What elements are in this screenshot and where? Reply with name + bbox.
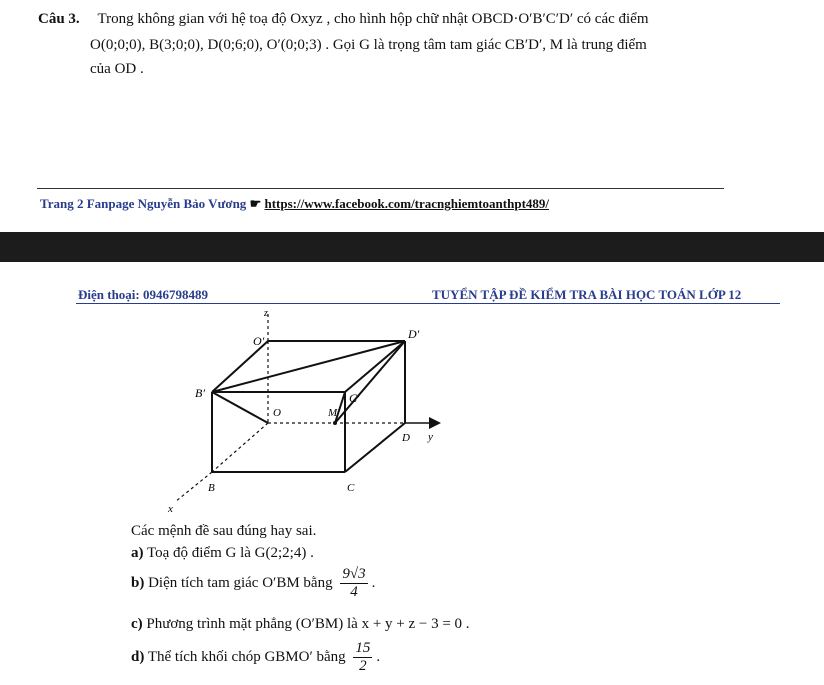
statement-d-text: Thể tích khối chóp GBMO′ bằng <box>147 648 346 665</box>
statement-c-label: c) <box>131 616 143 632</box>
question-line-2: O(0;0;0), B(3;0;0), D(0;6;0), O′(0;0;3) . Gọi G là trọng tâm tam giác CB′D′, M là trung điểm <box>90 37 647 53</box>
fraction-b-denominator: 4 <box>350 584 358 600</box>
statement-b-end: . <box>371 574 376 591</box>
footer-page-text: Trang 2 Fanpage Nguyễn Bảo Vương <box>40 196 247 211</box>
x-axis-dashed <box>175 472 212 502</box>
edge-m-dprime <box>335 341 405 423</box>
statement-d <box>131 640 380 675</box>
statement-d-end: . <box>376 648 381 665</box>
statement-a <box>131 545 314 562</box>
label-y: y <box>428 431 433 443</box>
label-o: O <box>273 407 281 419</box>
statement-b <box>131 566 375 601</box>
statement-c <box>131 616 470 633</box>
question-number: Câu 3. <box>38 11 80 27</box>
edge-c-d <box>345 423 405 472</box>
fraction-b-numerator: 9√3 <box>342 566 366 582</box>
statement-b-text: Diện tích tam giác O′BM bằng <box>148 574 333 591</box>
label-d: D <box>402 432 410 444</box>
statement-a-label: a) <box>131 545 144 561</box>
label-m: M <box>328 407 338 419</box>
label-oprime: O′ <box>253 334 265 348</box>
label-dprime: D′ <box>408 327 420 341</box>
fraction-d-numerator: 15 <box>355 640 371 656</box>
label-bprime: B′ <box>195 386 205 400</box>
label-z: z <box>264 308 268 319</box>
label-b: B <box>208 482 215 494</box>
statements-intro: Các mệnh đề sau đúng hay sai. <box>131 523 317 539</box>
page-separator <box>37 188 724 189</box>
label-x: x <box>168 503 173 515</box>
header-phone: Điện thoại: 0946798489 <box>78 287 208 302</box>
statement-b-label: b) <box>131 574 145 591</box>
page-footer <box>40 196 549 212</box>
label-cprime: C′ <box>349 391 360 405</box>
edge-bprime-o <box>212 392 268 423</box>
statement-d-label: d) <box>131 648 145 665</box>
label-c: C <box>347 482 355 494</box>
statement-c-text: Phương trình mặt phẳng (O′BM) là x + y + z − 3 = 0 . <box>146 616 470 632</box>
hidden-edge-o-b <box>212 423 268 472</box>
header-title: TUYỂN TẬP ĐỀ KIỂM TRA BÀI HỌC TOÁN LỚP 12 <box>432 287 742 302</box>
fraction-b <box>340 566 367 601</box>
question-text-1: Trong không gian với hệ toạ độ Oxyz , cho hình hộp chữ nhật OBCD·O′B′C′D′ có các điểm <box>97 11 649 27</box>
pointing-hand-icon: ☛ <box>249 196 262 211</box>
fraction-d <box>353 640 372 675</box>
box-figure <box>150 300 450 515</box>
question-line-3: của OD . <box>90 61 144 77</box>
question-line-1 <box>38 11 649 28</box>
point-m <box>333 421 337 425</box>
statement-a-text: Toạ độ điểm G là G(2;2;4) . <box>146 545 314 561</box>
facebook-link[interactable]: https://www.facebook.com/tracnghiemtoanthpt489/ <box>264 196 550 211</box>
page-break-bar <box>0 232 824 262</box>
fraction-d-denominator: 2 <box>359 658 367 674</box>
